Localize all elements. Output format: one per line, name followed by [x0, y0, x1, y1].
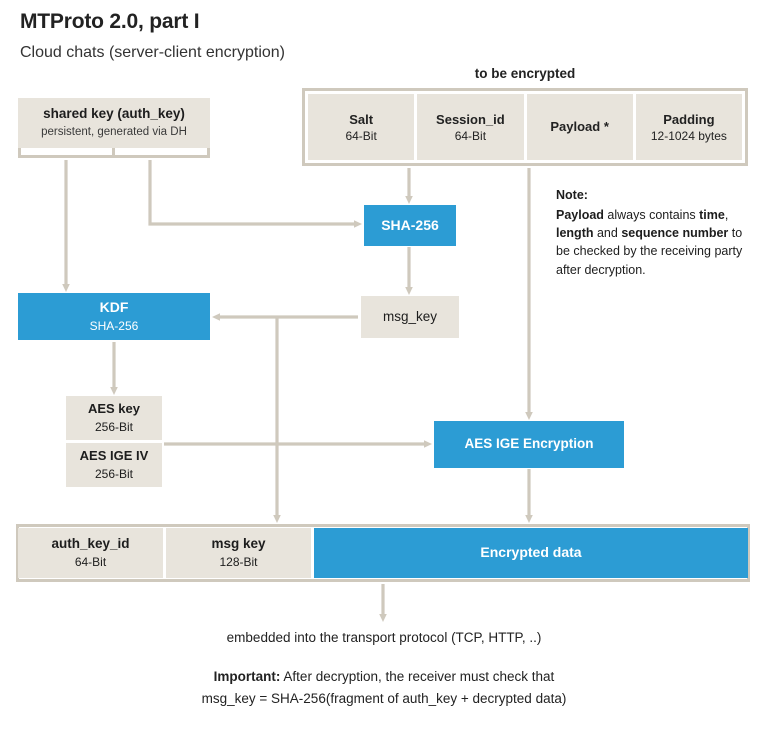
field-payload: [527, 94, 633, 160]
aes-key-title: AES key: [87, 401, 141, 417]
note-line1-b: always contains: [603, 208, 700, 223]
encrypted-data-box: [314, 528, 748, 578]
shared-key-title: shared key (auth_key): [43, 106, 185, 122]
field-session-id-name: Session_id: [436, 111, 505, 127]
important-line1: [0, 666, 768, 688]
page-title: MTProto 2.0, part I: [20, 10, 200, 33]
auth-key-id-subtitle: 64-Bit: [74, 554, 107, 569]
field-padding-name: Padding: [663, 111, 715, 127]
note-payload-word: Payload: [556, 208, 604, 223]
field-salt-size: 64-Bit: [345, 128, 377, 143]
msg-key-output-box: [166, 528, 311, 578]
field-session-id-size: 64-Bit: [454, 128, 487, 143]
aes-key-box: [66, 396, 162, 440]
embedded-caption: embedded into the transport protocol (TCP, HTTP, ..): [226, 630, 542, 645]
note-sequence-word: sequence number: [621, 226, 729, 241]
msg-key-box: [361, 296, 459, 338]
aes-ige-iv-box: [66, 443, 162, 487]
msg-key-output-subtitle: 128-Bit: [219, 554, 258, 569]
aes-ige-iv-subtitle: 256-Bit: [94, 466, 134, 481]
note-title: Note:: [556, 188, 588, 202]
kdf-title: KDF: [99, 299, 129, 316]
note-line4: party after decryption.: [556, 244, 743, 277]
field-salt-name: Salt: [349, 111, 374, 127]
note-line1-d: ,: [724, 208, 729, 223]
kdf-subtitle: SHA-256: [89, 318, 139, 333]
important-line2: msg_key = SHA-256(fragment of auth_key + decrypted data): [201, 690, 567, 706]
field-padding-size: 12-1024 bytes: [650, 128, 727, 143]
msg-key-output-title: msg key: [211, 536, 266, 552]
aes-ige-iv-title: AES IGE IV: [79, 448, 149, 464]
note-line2-b: and: [593, 226, 622, 241]
to-be-encrypted-fields: [308, 94, 742, 160]
field-session-id: [417, 94, 523, 160]
field-padding: [636, 94, 742, 160]
encrypted-data-title: Encrypted data: [480, 544, 582, 561]
note-length-word: length: [556, 226, 594, 241]
page-subtitle: Cloud chats (server-client encryption): [20, 44, 285, 61]
auth-key-id-title: auth_key_id: [51, 536, 130, 552]
shared-key-box: [18, 98, 210, 148]
note-line3: to be checked by the receiving: [556, 226, 743, 259]
shared-key-subtitle: persistent, generated via DH: [41, 126, 187, 139]
kdf-box: [18, 293, 210, 340]
shared-key-bracket-notch: [112, 148, 115, 158]
field-payload-name: Payload *: [550, 118, 609, 134]
important-label: Important:: [213, 669, 281, 684]
aes-ige-encryption-label: AES IGE Encryption: [464, 436, 594, 452]
msg-key-label: msg_key: [382, 308, 438, 324]
to-be-encrypted-label: to be encrypted: [474, 66, 576, 81]
aes-key-subtitle: 256-Bit: [94, 419, 134, 434]
important-text: After decryption, the receiver must check that: [280, 669, 555, 684]
aes-ige-encryption-box: [434, 421, 624, 468]
sha256-box: [364, 205, 456, 246]
auth-key-id-box: [18, 528, 163, 578]
important-caption: [0, 666, 768, 709]
field-salt: [308, 94, 414, 160]
note-block: [556, 186, 756, 279]
sha256-label: SHA-256: [381, 216, 439, 233]
note-time-word: time: [699, 208, 725, 223]
